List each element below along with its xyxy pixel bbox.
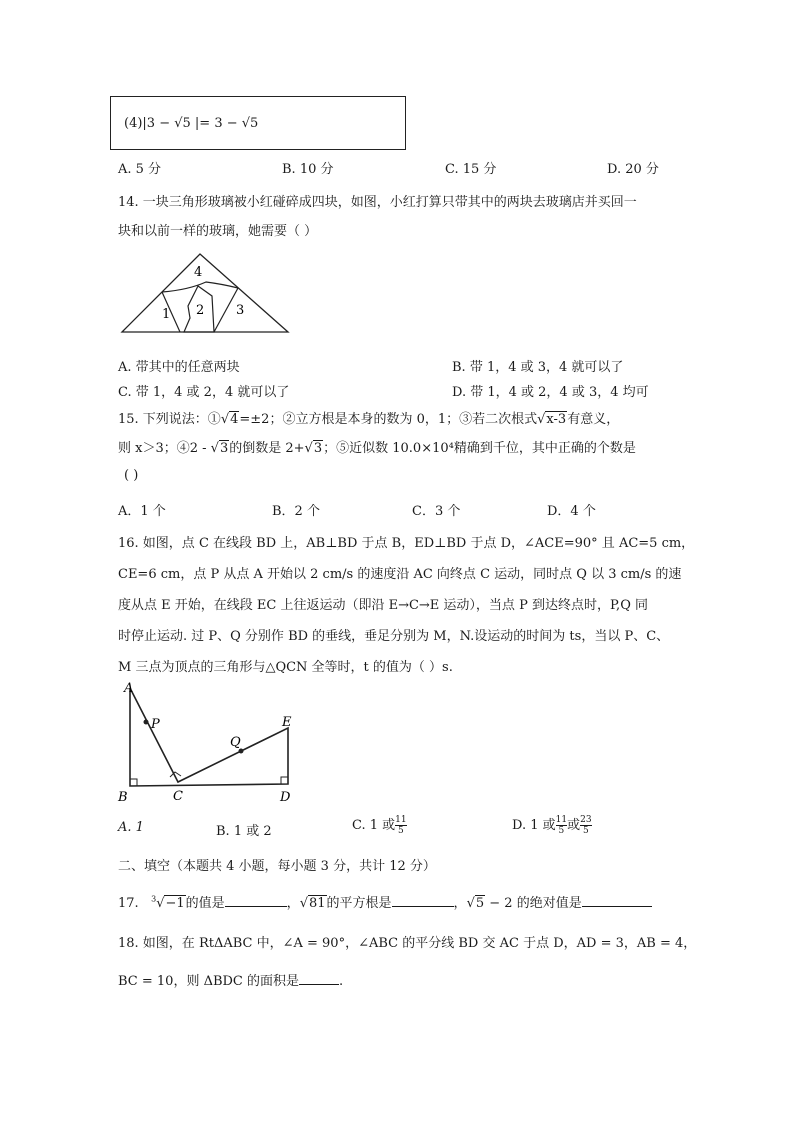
- q16-option-d: D. 1 或 $\frac{11}{5}$ 或 $\frac{23}{5}$: [512, 815, 592, 836]
- blank-3[interactable]: [582, 894, 652, 907]
- q13-option-b: B. 10 分: [282, 162, 334, 177]
- label-e: E: [282, 715, 292, 730]
- q16-line2: CE=6 cm，点 P 从点 A 开始以 2 cm/s 的速度沿 AC 向终点 C 运动，同时点 Q 以 3 cm/s 的速: [118, 567, 682, 582]
- piece-label-4: 4: [194, 265, 203, 280]
- blank-1[interactable]: [225, 894, 287, 907]
- q16-option-b: B. 1 或 2: [216, 824, 272, 839]
- q14-line1: 14. 一块三角形玻璃被小红碰碎成四块，如图，小红打算只带其中的两块去玻璃店并买回一: [118, 195, 637, 210]
- label-b: B: [118, 790, 128, 805]
- broken-glass-figure: [118, 248, 294, 336]
- q17-line: 17. $^3$√−1的值是 ，√81的平方根是 ，√5 − 2 的绝对值是: [118, 892, 652, 911]
- q15-line2: 则 x＞3；④2 - √3的倒数是 2+√3；⑤近似数 10.0×10⁴精确到千位，其中正确的个数是: [118, 441, 636, 456]
- q16-line1: 16. 如图，点 C 在线段 BD 上，AB⊥BD 于点 B，ED⊥BD 于点 D，∠ACE=90° 且 AC=5 cm，: [118, 536, 695, 551]
- q15-option-b: B．2 个: [272, 504, 320, 519]
- piece-label-1: 1: [162, 307, 171, 322]
- q14-option-d: D. 带 1，4 或 2，4 或 3，4 均可: [452, 385, 649, 400]
- label-p: P: [151, 717, 160, 732]
- q15-line1: 15. 下列说法：①√4=±2；②立方根是本身的数为 0，1；③若二次根式√x-3有意义，: [118, 412, 620, 427]
- label-q: Q: [230, 735, 241, 750]
- q13-option-a: A. 5 分: [118, 162, 162, 177]
- q15-option-c: C．3 个: [412, 504, 461, 519]
- q13-option-d: D. 20 分: [607, 162, 659, 177]
- label-d: D: [280, 790, 291, 805]
- q16-figure: [110, 680, 310, 805]
- q14-option-c: C. 带 1，4 或 2，4 就可以了: [118, 385, 290, 400]
- q16-line3: 度从点 E 开始，在线段 EC 上往返运动（即沿 E→C→E 运动），当点 P 到达终点时，P,Q 同: [118, 598, 648, 613]
- section-2-heading: 二、填空（本题共 4 小题，每小题 3 分，共计 12 分）: [118, 859, 436, 874]
- q14-option-b: B. 带 1，4 或 3，4 就可以了: [452, 360, 624, 375]
- q13-option-c: C. 15 分: [445, 162, 497, 177]
- blank-4[interactable]: [299, 972, 339, 985]
- label-a: A: [124, 681, 134, 696]
- q16-option-a: A. 1: [118, 820, 144, 835]
- piece-label-2: 2: [196, 303, 205, 318]
- q16-line4: 时停止运动. 过 P、Q 分别作 BD 的垂线，垂足分别为 M，N.设运动的时间为 ts，当以 P、C、: [118, 629, 670, 644]
- q16-line5: M 三点为顶点的三角形与△QCN 全等时，t 的值为（ ）s.: [118, 660, 453, 675]
- q15-option-a: A．1 个: [118, 504, 166, 519]
- q15-option-d: D．4 个: [547, 504, 596, 519]
- blank-2[interactable]: [392, 894, 454, 907]
- q18-line1: 18. 如图，在 RtΔABC 中，∠A = 90°，∠ABC 的平分线 BD 交 AC 于点 D，AD = 3，AB = 4，: [118, 936, 697, 951]
- q15-line3: ( ): [124, 468, 139, 483]
- q14-line2: 块和以前一样的玻璃，她需要（ ）: [118, 224, 318, 239]
- piece-label-3: 3: [236, 303, 245, 318]
- q16-option-c: C. 1 或 $\frac{11}{5}$: [352, 815, 407, 836]
- q18-line2: BC = 10，则 ΔBDC 的面积是 .: [118, 974, 344, 989]
- box-item-4: (4)|3 − √5 |= 3 − √5: [124, 116, 259, 131]
- label-c: C: [173, 789, 183, 804]
- q14-option-a: A. 带其中的任意两块: [118, 360, 240, 375]
